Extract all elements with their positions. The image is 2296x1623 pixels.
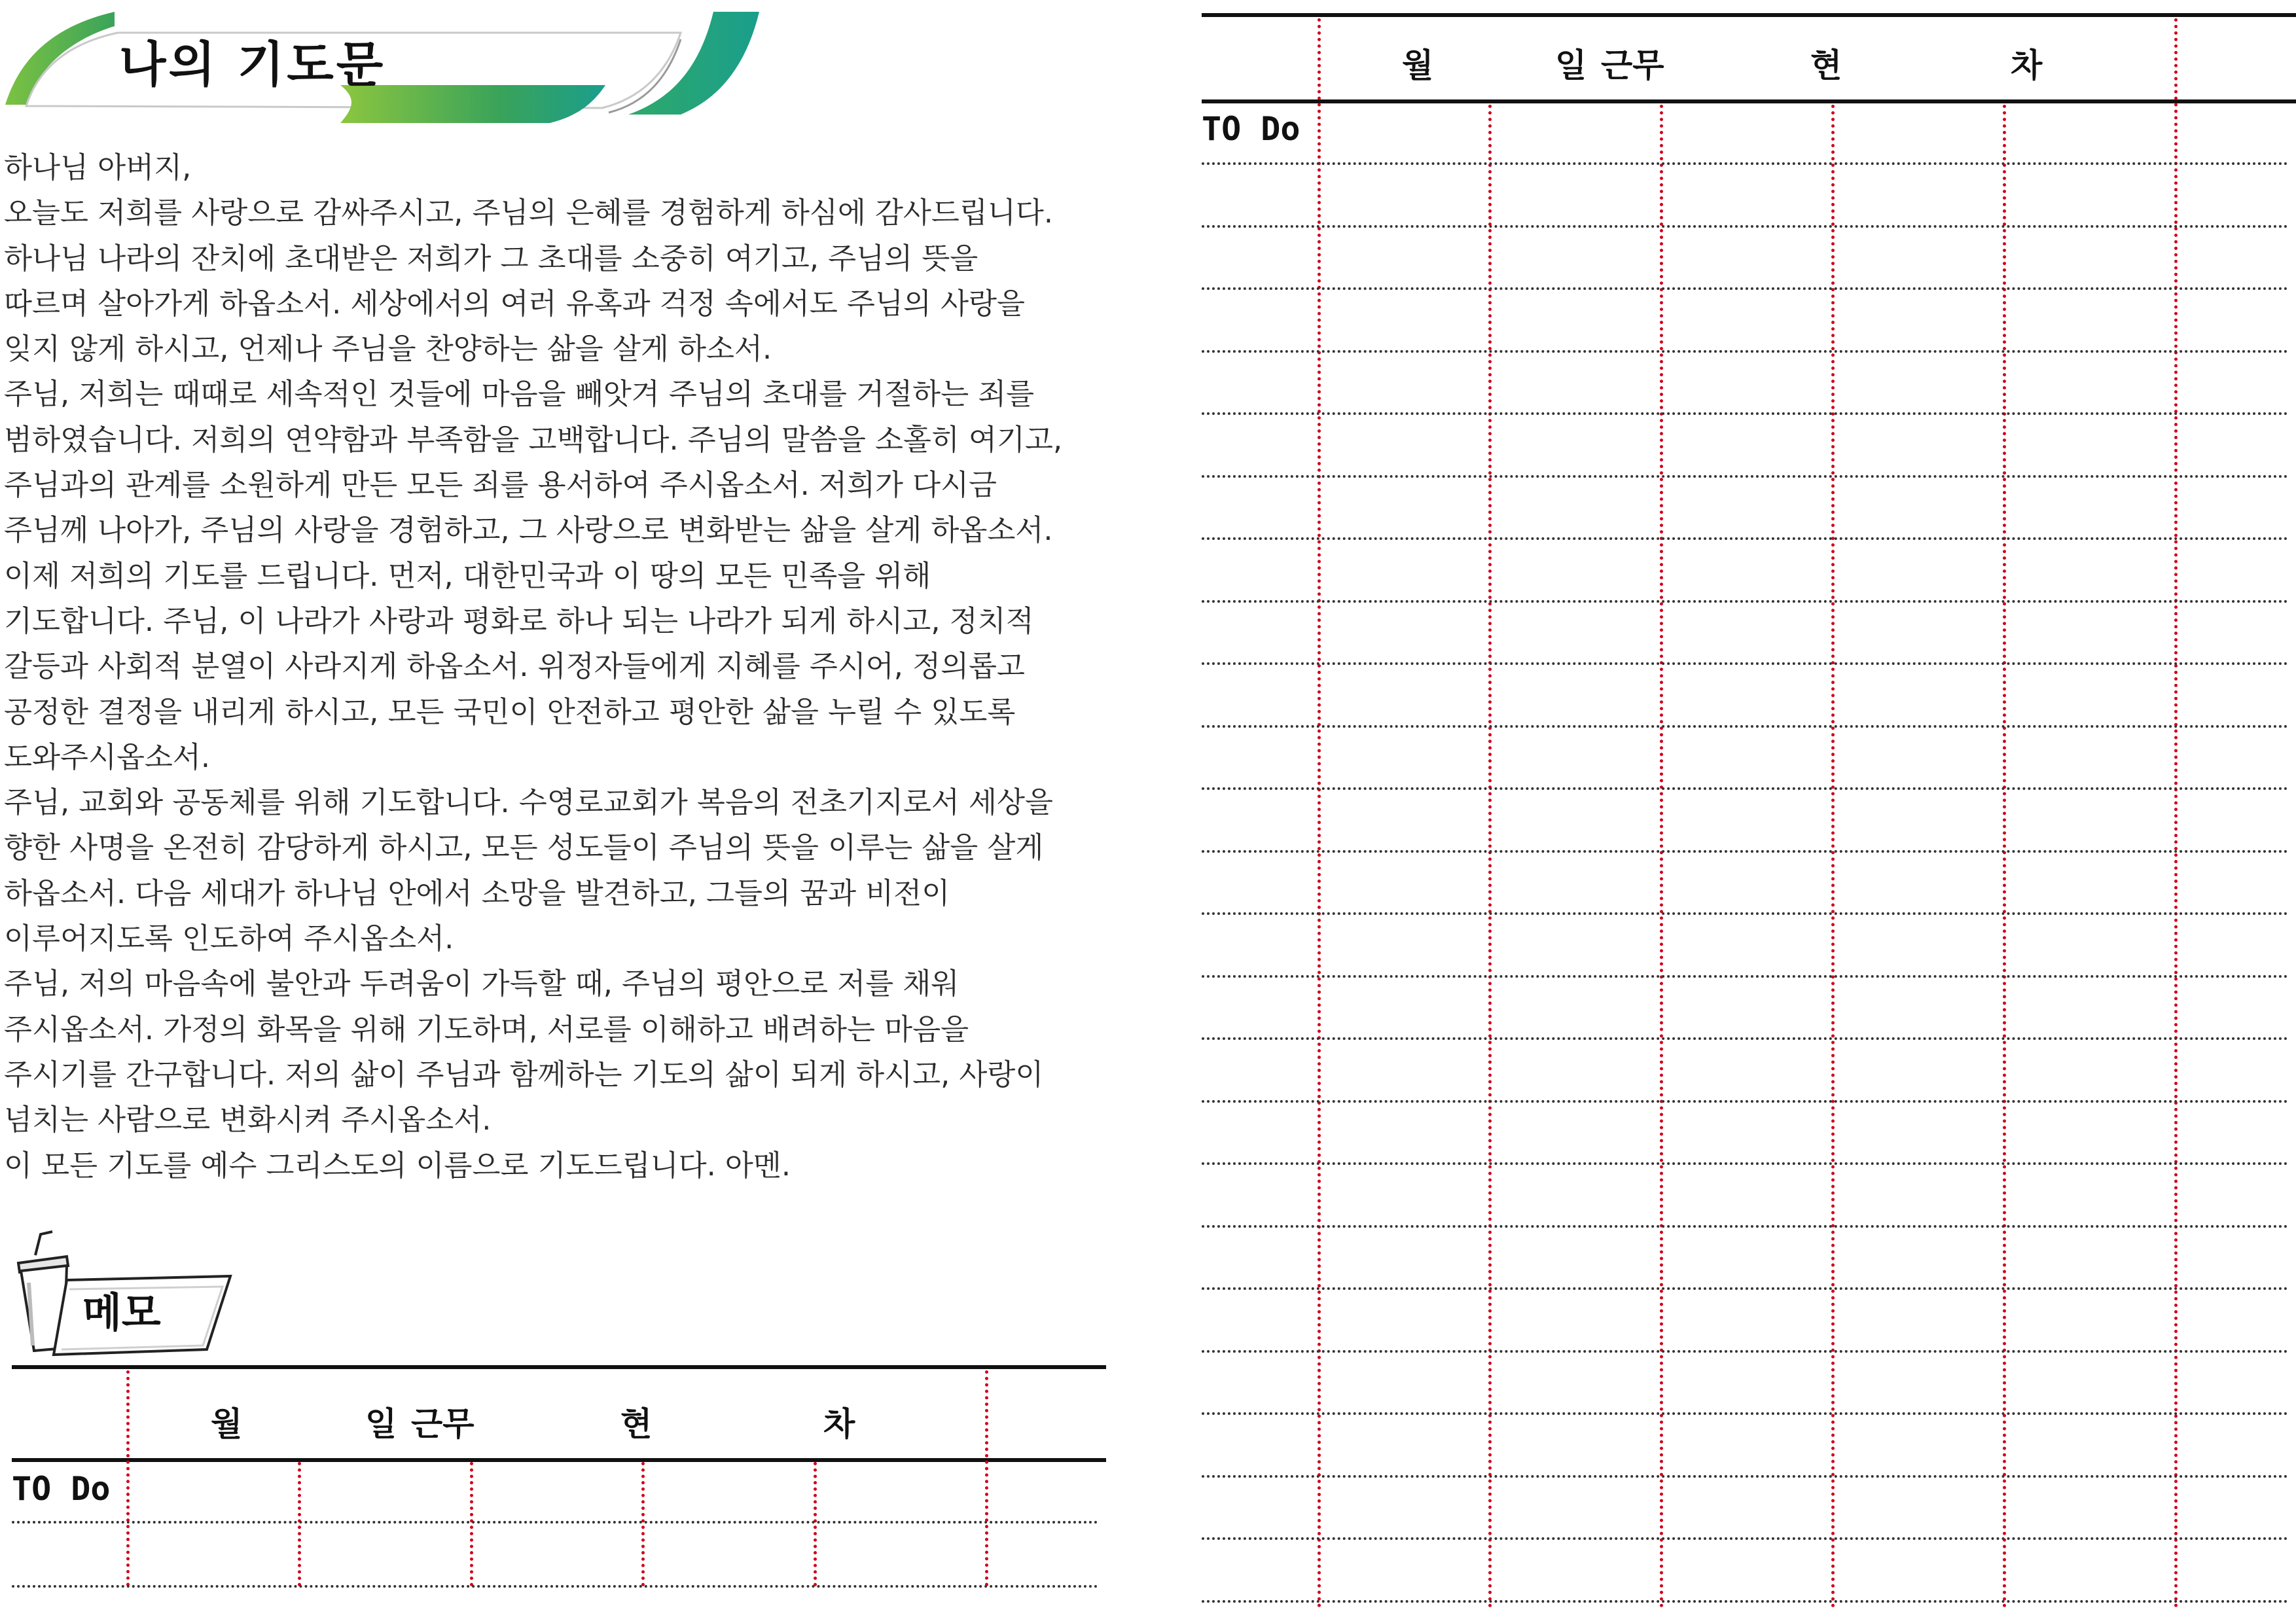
row-line	[1202, 1475, 2288, 1478]
row-line	[1202, 1287, 2288, 1290]
row-line	[1202, 787, 2288, 790]
row-line	[1202, 475, 2288, 478]
prayer-line: 주님과의 관계를 소원하게 만든 모든 죄를 용서하여 주시옵소서. 저희가 다시금	[4, 469, 997, 503]
column-divider	[641, 1462, 645, 1586]
row-line	[1202, 1412, 2288, 1415]
row-line	[1202, 1162, 2288, 1165]
row-line	[1202, 912, 2288, 915]
row-line	[1202, 350, 2288, 353]
prayer-line: 공정한 결정을 내리게 하시고, 모든 국민이 안전하고 평안한 삶을 누릴 수 있도록	[4, 695, 1016, 729]
title-banner	[0, 0, 772, 124]
header-car: 차	[2011, 46, 2043, 84]
header-work: 근무	[1601, 46, 1664, 84]
prayer-line: 이제 저희의 기도를 드립니다. 먼저, 대한민국과 이 땅의 모든 민족을 위해	[4, 559, 931, 593]
column-divider	[985, 1370, 988, 1586]
prayer-line: 주시옵소서. 가정의 화목을 위해 기도하며, 서로를 이해하고 배려하는 마음을	[4, 1012, 969, 1046]
row-line	[1202, 662, 2288, 665]
column-divider	[814, 1462, 817, 1586]
row-line	[1202, 1350, 2288, 1353]
header-status: 현	[620, 1405, 653, 1443]
prayer-line: 따르며 살아가게 하옵소서. 세상에서의 여러 유혹과 걱정 속에서도 주님의 사랑을	[4, 287, 1026, 321]
row-line	[1202, 1225, 2288, 1228]
prayer-line: 향한 사명을 온전히 감당하게 하시고, 모든 성도들이 주님의 뜻을 이루는 삶을 살게	[4, 831, 1044, 865]
column-divider	[298, 1462, 301, 1586]
column-divider	[1318, 18, 1321, 1609]
row-line	[1202, 975, 2288, 978]
column-divider	[2174, 18, 2178, 1609]
prayer-line: 넘치는 사람으로 변화시켜 주시옵소서.	[4, 1103, 492, 1137]
prayer-line: 주님, 교회와 공동체를 위해 기도합니다. 수영로교회가 복음의 전초기지로서 세상을	[4, 786, 1054, 820]
row-line	[1202, 1600, 2288, 1603]
prayer-line: 기도합니다. 주님, 이 나라가 사랑과 평화로 하나 되는 나라가 되게 하시고, 정치적	[4, 604, 1034, 638]
prayer-line: 범하였습니다. 저희의 연약함과 부족함을 고백합니다. 주님의 말씀을 소홀히 여기고,	[4, 423, 1063, 457]
prayer-line: 잊지 않게 하시고, 언제나 주님을 찬양하는 삶을 살게 하소서.	[4, 332, 772, 366]
header-car: 차	[823, 1405, 855, 1443]
header-work: 근무	[411, 1405, 475, 1443]
prayer-line: 갈등과 사회적 분열이 사라지게 하옵소서. 위정자들에게 지혜를 주시어, 정의롭고	[4, 650, 1026, 684]
column-divider	[1831, 105, 1835, 1609]
header-day: 일	[365, 1405, 397, 1443]
planner-top-rule	[12, 1365, 1106, 1369]
row-line	[1202, 287, 2288, 290]
row-line	[1202, 1537, 2288, 1540]
prayer-line: 하옵소서. 다음 세대가 하나님 안에서 소망을 발견하고, 그들의 꿈과 비전이	[4, 876, 950, 910]
row-line	[1202, 162, 2288, 165]
prayer-line: 주님께 나아가, 주님의 사랑을 경험하고, 그 사랑으로 변화받는 삶을 살게 하옵소서.	[4, 514, 1053, 548]
column-divider	[1660, 105, 1663, 1609]
prayer-line: 하나님 나라의 잔치에 초대받은 저희가 그 초대를 소중히 여기고, 주님의 뜻을	[4, 241, 978, 276]
row-line	[1202, 725, 2288, 728]
column-divider	[2003, 105, 2006, 1609]
header-day: 일	[1555, 46, 1587, 84]
header-month: 월	[1402, 46, 1434, 84]
row-line	[1202, 1037, 2288, 1040]
planner-small	[12, 1365, 1106, 1594]
row-line	[1202, 850, 2288, 853]
planner-large	[1202, 13, 2296, 1610]
row-line	[1202, 412, 2288, 415]
memo-title: 메모	[82, 1289, 161, 1336]
row-line	[12, 1521, 1098, 1524]
header-status: 현	[1810, 46, 1842, 84]
row-line	[1202, 537, 2288, 540]
column-divider	[1488, 105, 1492, 1609]
prayer-line: 이루어지도록 인도하여 주시옵소서.	[4, 922, 454, 956]
prayer-line: 도와주시옵소서.	[4, 740, 211, 774]
column-divider	[126, 1370, 130, 1586]
row-line	[1202, 225, 2288, 228]
row-line	[1202, 1100, 2288, 1103]
prayer-line: 오늘도 저희를 사랑으로 감싸주시고, 주님의 은혜를 경험하게 하심에 감사드립니다.	[4, 196, 1054, 230]
row-line	[12, 1585, 1098, 1588]
prayer-line: 이 모든 기도를 예수 그리스도의 이름으로 기도드립니다. 아멘.	[4, 1149, 791, 1183]
prayer-line: 하나님 아버지,	[4, 151, 192, 185]
prayer-line: 주시기를 간구합니다. 저의 삶이 주님과 함께하는 기도의 삶이 되게 하시고, 사랑이	[4, 1058, 1044, 1092]
planner-header-rule	[12, 1458, 1106, 1462]
prayer-title: 나의 기도문	[119, 37, 386, 93]
todo-label: TO Do	[1202, 110, 1300, 148]
row-line	[1202, 600, 2288, 603]
planner-header-rule	[1202, 99, 2296, 103]
prayer-body	[4, 145, 1117, 1188]
column-divider	[470, 1462, 473, 1586]
prayer-line: 주님, 저의 마음속에 불안과 두려움이 가득할 때, 주님의 평안으로 저를 채워	[4, 967, 960, 1001]
header-month: 월	[211, 1405, 243, 1443]
prayer-line: 주님, 저희는 때때로 세속적인 것들에 마음을 빼앗겨 주님의 초대를 거절하는 죄를	[4, 378, 1035, 412]
todo-label: TO Do	[12, 1470, 111, 1508]
planner-top-rule	[1202, 13, 2296, 17]
